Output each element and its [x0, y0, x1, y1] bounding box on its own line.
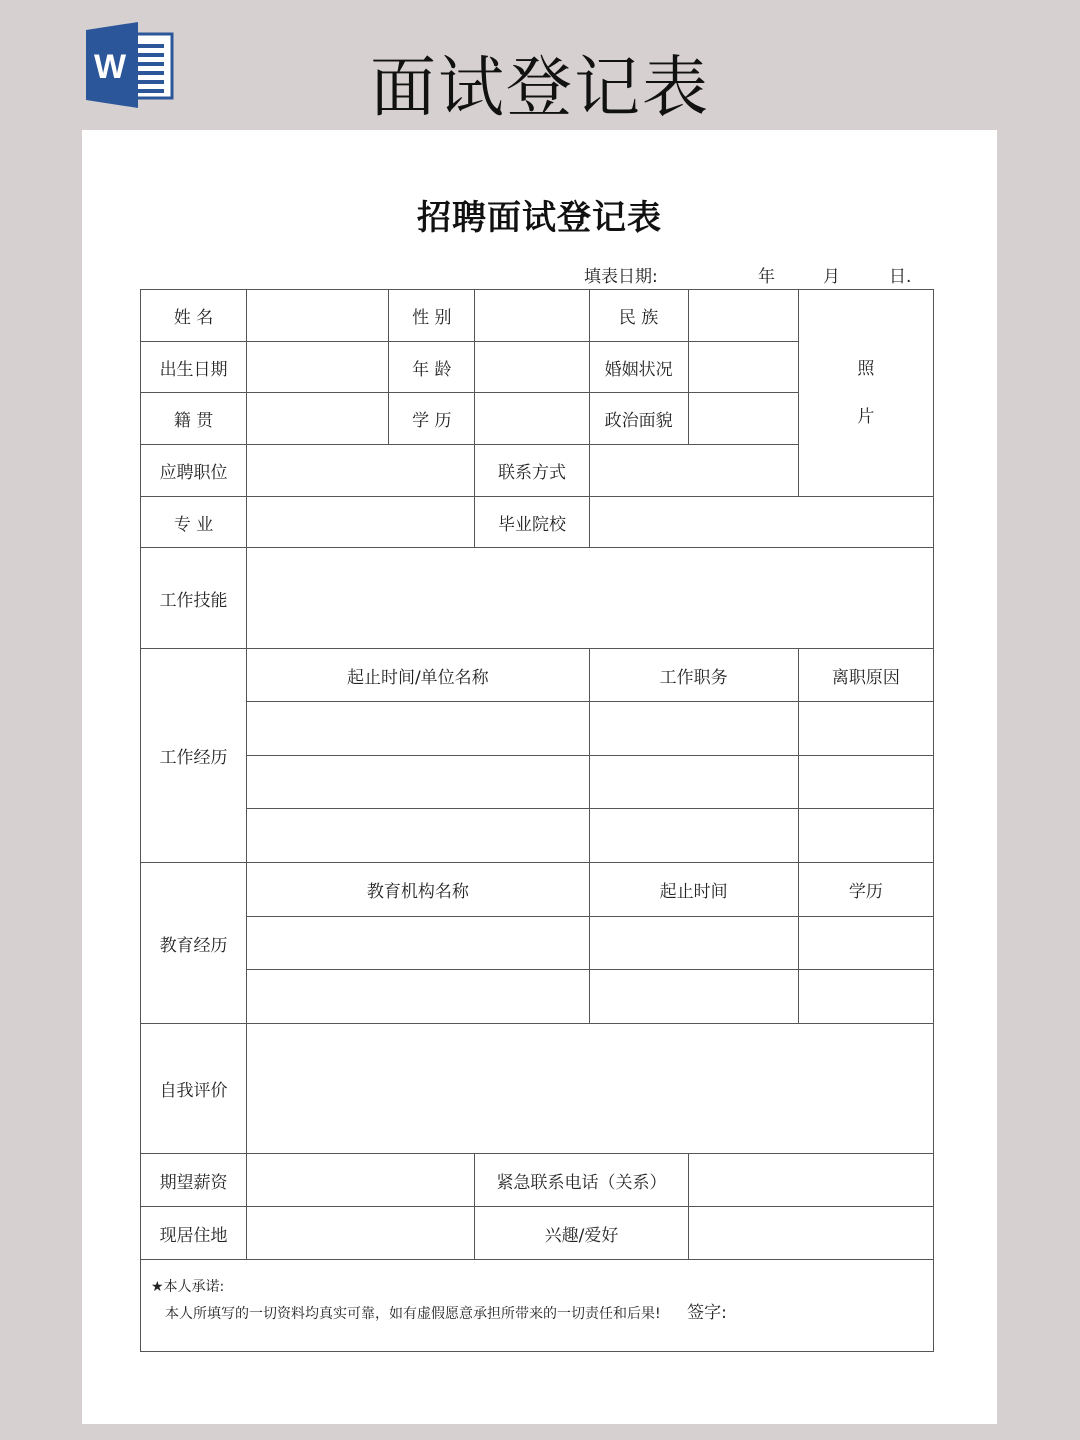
- work-cell[interactable]: [247, 756, 589, 809]
- document-page: [82, 130, 997, 1424]
- name-field[interactable]: [247, 290, 389, 342]
- address-field[interactable]: [247, 1207, 475, 1260]
- emergency-contact-field[interactable]: [688, 1154, 933, 1207]
- pledge-heading: ★本人承诺:: [151, 1279, 225, 1295]
- work-cell[interactable]: [589, 702, 798, 756]
- position-field[interactable]: [247, 445, 475, 497]
- ethnicity-label: 民 族: [589, 290, 688, 342]
- political-status-field[interactable]: [688, 393, 798, 445]
- school-field[interactable]: [589, 497, 933, 548]
- date-day: 日.: [889, 267, 912, 287]
- photo-box[interactable]: [798, 290, 933, 497]
- emergency-contact-label: 紧急联系电话（关系）: [475, 1154, 688, 1207]
- marital-status-field[interactable]: [688, 342, 798, 393]
- edu-cell[interactable]: [247, 917, 589, 970]
- age-field[interactable]: [475, 342, 589, 393]
- date-label: 填表日期:: [584, 267, 658, 287]
- address-label: 现居住地: [141, 1207, 247, 1260]
- self-evaluation-label: 自我评价: [141, 1024, 247, 1154]
- native-place-field[interactable]: [247, 393, 389, 445]
- photo-label-1: 照: [857, 359, 875, 379]
- self-evaluation-field[interactable]: [247, 1024, 934, 1154]
- age-label: 年 龄: [389, 342, 475, 393]
- signature-label: 签字:: [687, 1303, 727, 1323]
- edu-col-degree: 学历: [798, 863, 933, 917]
- birth-date-field[interactable]: [247, 342, 389, 393]
- native-place-label: 籍 贯: [141, 393, 247, 445]
- birth-date-label: 出生日期: [141, 342, 247, 393]
- work-cell[interactable]: [589, 809, 798, 863]
- education-label: 学 历: [389, 393, 475, 445]
- work-cell[interactable]: [798, 702, 933, 756]
- work-col-title: 工作职务: [589, 649, 798, 702]
- name-label: 姓 名: [141, 290, 247, 342]
- edu-cell[interactable]: [798, 917, 933, 970]
- work-cell[interactable]: [798, 809, 933, 863]
- expected-salary-field[interactable]: [247, 1154, 475, 1207]
- banner-title: 面试登记表: [370, 49, 710, 126]
- pledge-section: [141, 1260, 934, 1352]
- gender-field[interactable]: [475, 290, 589, 342]
- education-history-label: 教育经历: [141, 863, 247, 1024]
- work-cell[interactable]: [247, 809, 589, 863]
- edu-col-period: 起止时间: [589, 863, 798, 917]
- edu-cell[interactable]: [247, 970, 589, 1024]
- expected-salary-label: 期望薪资: [141, 1154, 247, 1207]
- contact-field[interactable]: [589, 445, 798, 497]
- work-cell[interactable]: [798, 756, 933, 809]
- political-status-label: 政治面貌: [589, 393, 688, 445]
- pledge-text: 本人所填写的一切资料均真实可靠，如有虚假愿意承担所带来的一切责任和后果!: [165, 1306, 661, 1322]
- work-cell[interactable]: [247, 702, 589, 756]
- hobbies-label: 兴趣/爱好: [475, 1207, 688, 1260]
- date-month: 月: [823, 267, 840, 287]
- marital-status-label: 婚姻状况: [589, 342, 688, 393]
- major-label: 专 业: [141, 497, 247, 548]
- work-cell[interactable]: [589, 756, 798, 809]
- edu-col-institution: 教育机构名称: [247, 863, 589, 917]
- svg-text:W: W: [94, 48, 127, 86]
- form-title: 招聘面试登记表: [417, 198, 662, 238]
- work-col-period: 起止时间/单位名称: [247, 649, 589, 702]
- edu-cell[interactable]: [589, 917, 798, 970]
- contact-label: 联系方式: [475, 445, 589, 497]
- skills-label: 工作技能: [141, 548, 247, 649]
- edu-cell[interactable]: [589, 970, 798, 1024]
- work-history-label: 工作经历: [141, 649, 247, 863]
- school-label: 毕业院校: [475, 497, 589, 548]
- major-field[interactable]: [247, 497, 475, 548]
- registration-table: [140, 289, 934, 1352]
- education-field[interactable]: [475, 393, 589, 445]
- date-year: 年: [758, 267, 775, 287]
- ethnicity-field[interactable]: [688, 290, 798, 342]
- work-col-reason: 离职原因: [798, 649, 933, 702]
- photo-label-2: 片: [857, 407, 875, 427]
- edu-cell[interactable]: [798, 970, 933, 1024]
- position-label: 应聘职位: [141, 445, 247, 497]
- gender-label: 性 别: [389, 290, 475, 342]
- skills-field[interactable]: [247, 548, 934, 649]
- hobbies-field[interactable]: [688, 1207, 933, 1260]
